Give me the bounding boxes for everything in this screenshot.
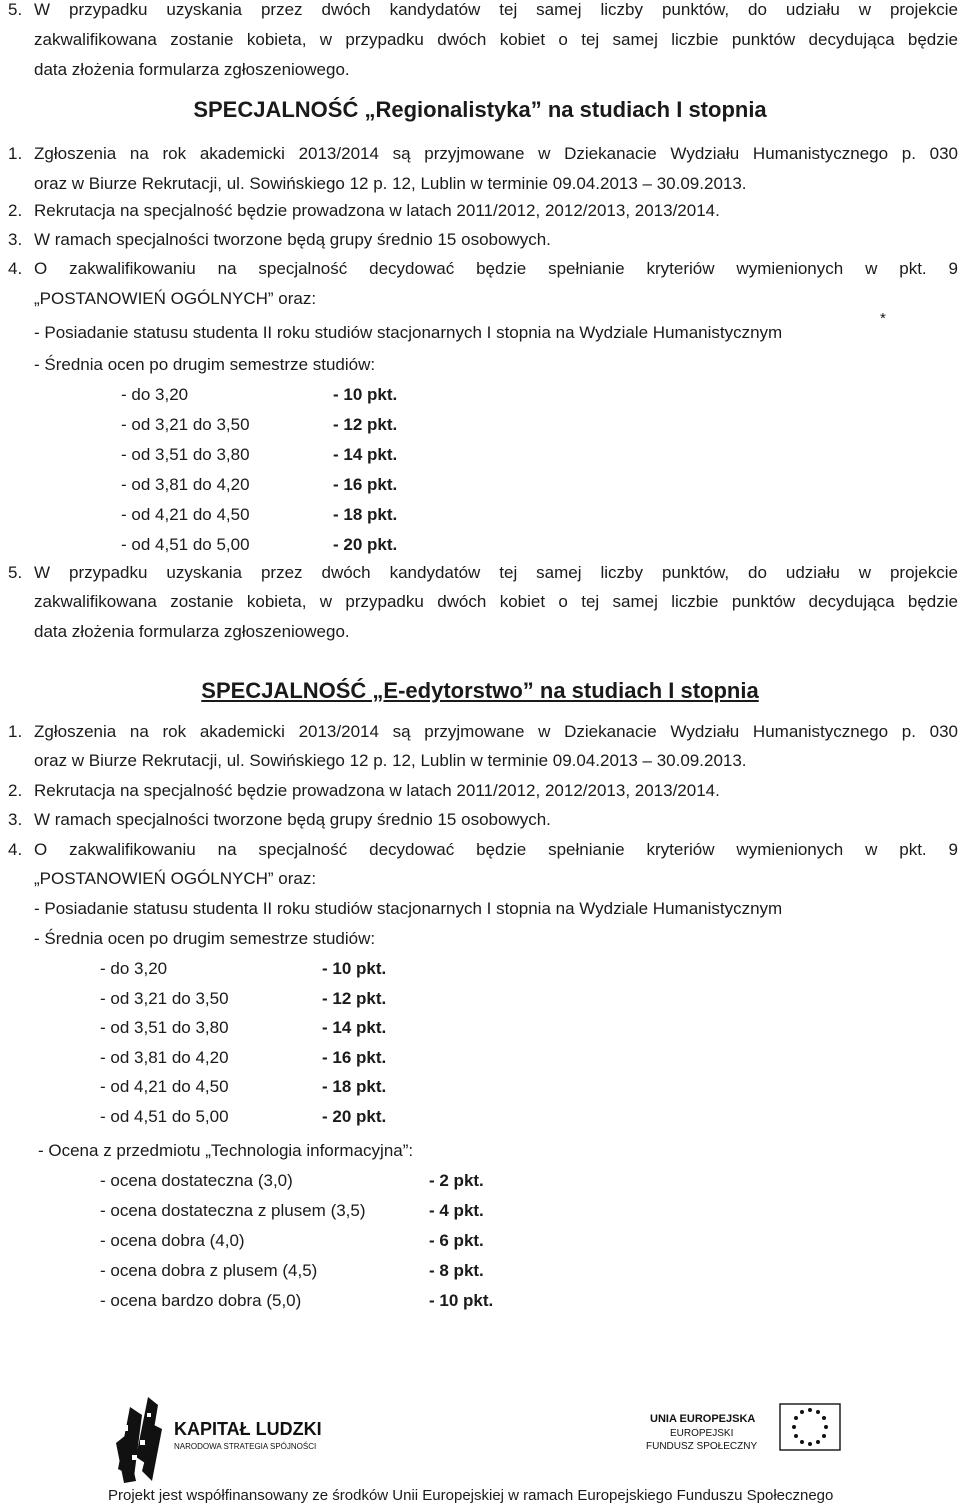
grade-row-label: - od 4,51 do 5,00 (100, 1106, 229, 1126)
list-number: 5. (8, 0, 23, 19)
grade-row-label: - od 3,81 do 4,20 (121, 475, 250, 494)
it-grade-row-label: - ocena dobra (4,0) (100, 1231, 245, 1250)
it-grade-row-label: - ocena bardzo dobra (5,0) (100, 1291, 302, 1310)
it-grade-row-label: - ocena dostateczna (3,0) (100, 1171, 293, 1190)
kl-title: KAPITAŁ LUDZKI (174, 1419, 322, 1439)
grade-row-points: - 16 pkt. (333, 475, 398, 494)
paragraph-line: W przypadku uzyskania przez dwóch kandydatów tej samej liczby punktów, do udziału w projekcie (34, 0, 958, 19)
paragraph-line: O zakwalifikowaniu na specjalność decydować będzie spełnianie kryteriów wymienionych w pkt. 9 (34, 259, 958, 278)
grade-row-points: - 18 pkt. (322, 1077, 387, 1096)
list-number: 2. (8, 201, 23, 220)
section-heading: SPECJALNOŚĆ „E-edytorstwo” na studiach I stopnia (201, 678, 759, 703)
list-number: 2. (8, 781, 23, 800)
paragraph-line: data złożenia formularza zgłoszeniowego. (34, 60, 350, 79)
paragraph-line: Rekrutacja na specjalność będzie prowadzona w latach 2011/2012, 2012/2013, 2013/2014. (34, 781, 720, 800)
grade-row-label: - od 3,21 do 3,50 (100, 988, 229, 1008)
paragraph-line: „POSTANOWIEŃ OGÓLNYCH” oraz: (34, 869, 317, 888)
it-grade-row-points: - 8 pkt. (429, 1261, 484, 1280)
grade-row-label: - od 3,81 do 4,20 (100, 1047, 229, 1067)
grade-row-label: - od 3,51 do 3,80 (100, 1018, 229, 1037)
paragraph-line: zakwalifikowana zostanie kobieta, w przypadku dwóch kobiet o tej samej liczbie punktów decydująca będzie (34, 592, 958, 611)
it-grade-row-label: - ocena dobra z plusem (4,5) (100, 1261, 318, 1280)
ue-line-3: FUNDUSZ SPOŁECZNY (646, 1441, 758, 1452)
grade-row-points: - 14 pkt. (322, 1018, 387, 1037)
paragraph-line: Rekrutacja na specjalność będzie prowadzona w latach 2011/2012, 2012/2013, 2013/2014. (34, 201, 720, 220)
grade-row-label: - od 4,51 do 5,00 (121, 535, 250, 554)
grade-row-points: - 14 pkt. (333, 445, 398, 464)
criteria-status: - Posiadanie statusu studenta II roku studiów stacjonarnych I stopnia na Wydziale Humanistycznym (34, 323, 783, 342)
it-grade-row-label: - ocena dostateczna z plusem (3,5) (100, 1201, 366, 1220)
grade-row-points: - 12 pkt. (333, 415, 398, 434)
section-heading: SPECJALNOŚĆ „Regionalistyka” na studiach I stopnia (193, 97, 767, 122)
list-number: 5. (8, 563, 23, 582)
paragraph-line: Zgłoszenia na rok akademicki 2013/2014 są przyjmowane w Dziekanacie Wydziału Humanistycznego p. 030 (34, 722, 958, 741)
eu-social-fund-logo (640, 1400, 880, 1470)
grade-row-points: - 10 pkt. (333, 385, 398, 404)
paragraph-line: zakwalifikowana zostanie kobieta, w przypadku dwóch kobiet o tej samej liczbie punktów decydująca będzie (34, 30, 958, 49)
grade-row-label: - od 3,21 do 3,50 (121, 415, 250, 434)
grade-row-label: - do 3,20 (121, 385, 189, 404)
kl-subtitle: NARODOWA STRATEGIA SPÓJNOŚCI (174, 1442, 317, 1451)
grade-row-points: - 10 pkt. (322, 959, 387, 978)
paragraph-line: oraz w Biurze Rekrutacji, ul. Sowińskiego 12 p. 12, Lublin w terminie 09.04.2013 – 30.09.2013. (34, 751, 747, 770)
grade-row-label: - od 4,21 do 4,50 (100, 1077, 229, 1096)
paragraph-line: W przypadku uzyskania przez dwóch kandydatów tej samej liczby punktów, do udziału w projekcie (34, 563, 958, 582)
ue-line-2: EUROPEJSKI (670, 1428, 734, 1439)
criteria-status: - Posiadanie statusu studenta II roku studiów stacjonarnych I stopnia na Wydziale Humanistycznym (34, 899, 783, 918)
grade-row-points: - 12 pkt. (322, 988, 387, 1008)
grade-row-label: - do 3,20 (100, 959, 168, 978)
paragraph-line: W ramach specjalności tworzone będą grupy średnio 15 osobowych. (34, 230, 551, 249)
grade-row-points: - 18 pkt. (333, 505, 398, 524)
criteria-average-label: - Średnia ocen po drugim semestrze studiów: (34, 355, 376, 374)
paragraph-line: O zakwalifikowaniu na specjalność decydować będzie spełnianie kryteriów wymienionych w pkt. 9 (34, 840, 958, 859)
it-grade-row-points: - 4 pkt. (429, 1201, 484, 1220)
list-number: 3. (8, 230, 23, 249)
paragraph-line: data złożenia formularza zgłoszeniowego. (34, 622, 350, 641)
grade-row-points: - 20 pkt. (322, 1106, 387, 1126)
list-number: 3. (8, 810, 23, 829)
paragraph-line: „POSTANOWIEŃ OGÓLNYCH” oraz: (34, 289, 317, 308)
footnote-marker: * (880, 310, 886, 327)
grade-row-label: - od 4,21 do 4,50 (121, 505, 250, 524)
grade-row-points: - 20 pkt. (333, 535, 398, 554)
it-grade-row-points: - 2 pkt. (429, 1171, 484, 1190)
criteria-average-label: - Średnia ocen po drugim semestrze studiów: (34, 929, 376, 948)
list-number: 1. (8, 144, 23, 163)
list-number: 4. (8, 259, 23, 278)
paragraph-line: W ramach specjalności tworzone będą grupy średnio 15 osobowych. (34, 810, 551, 829)
it-grade-row-points: - 10 pkt. (429, 1291, 494, 1310)
criteria-it-label: - Ocena z przedmiotu „Technologia informacyjna”: (38, 1141, 414, 1160)
paragraph-line: oraz w Biurze Rekrutacji, ul. Sowińskiego 12 p. 12, Lublin w terminie 09.04.2013 – 30.09.2013. (34, 174, 747, 193)
it-grade-row-points: - 6 pkt. (429, 1231, 484, 1250)
paragraph-line: Zgłoszenia na rok akademicki 2013/2014 są przyjmowane w Dziekanacie Wydziału Humanistycznego p. 030 (34, 144, 958, 163)
ue-line-1: UNIA EUROPEJSKA (650, 1413, 756, 1425)
eu-stars-icon (792, 1408, 828, 1446)
list-number: 1. (8, 722, 23, 741)
grade-row-points: - 16 pkt. (322, 1047, 387, 1067)
kapital-ludzki-logo (112, 1385, 362, 1485)
list-number: 4. (8, 840, 23, 859)
footer-note: Projekt jest współfinansowany ze środków Unii Europejskiej w ramach Europejskiego Funduszu Społecznego (108, 1487, 834, 1504)
grade-row-label: - od 3,51 do 3,80 (121, 445, 250, 464)
